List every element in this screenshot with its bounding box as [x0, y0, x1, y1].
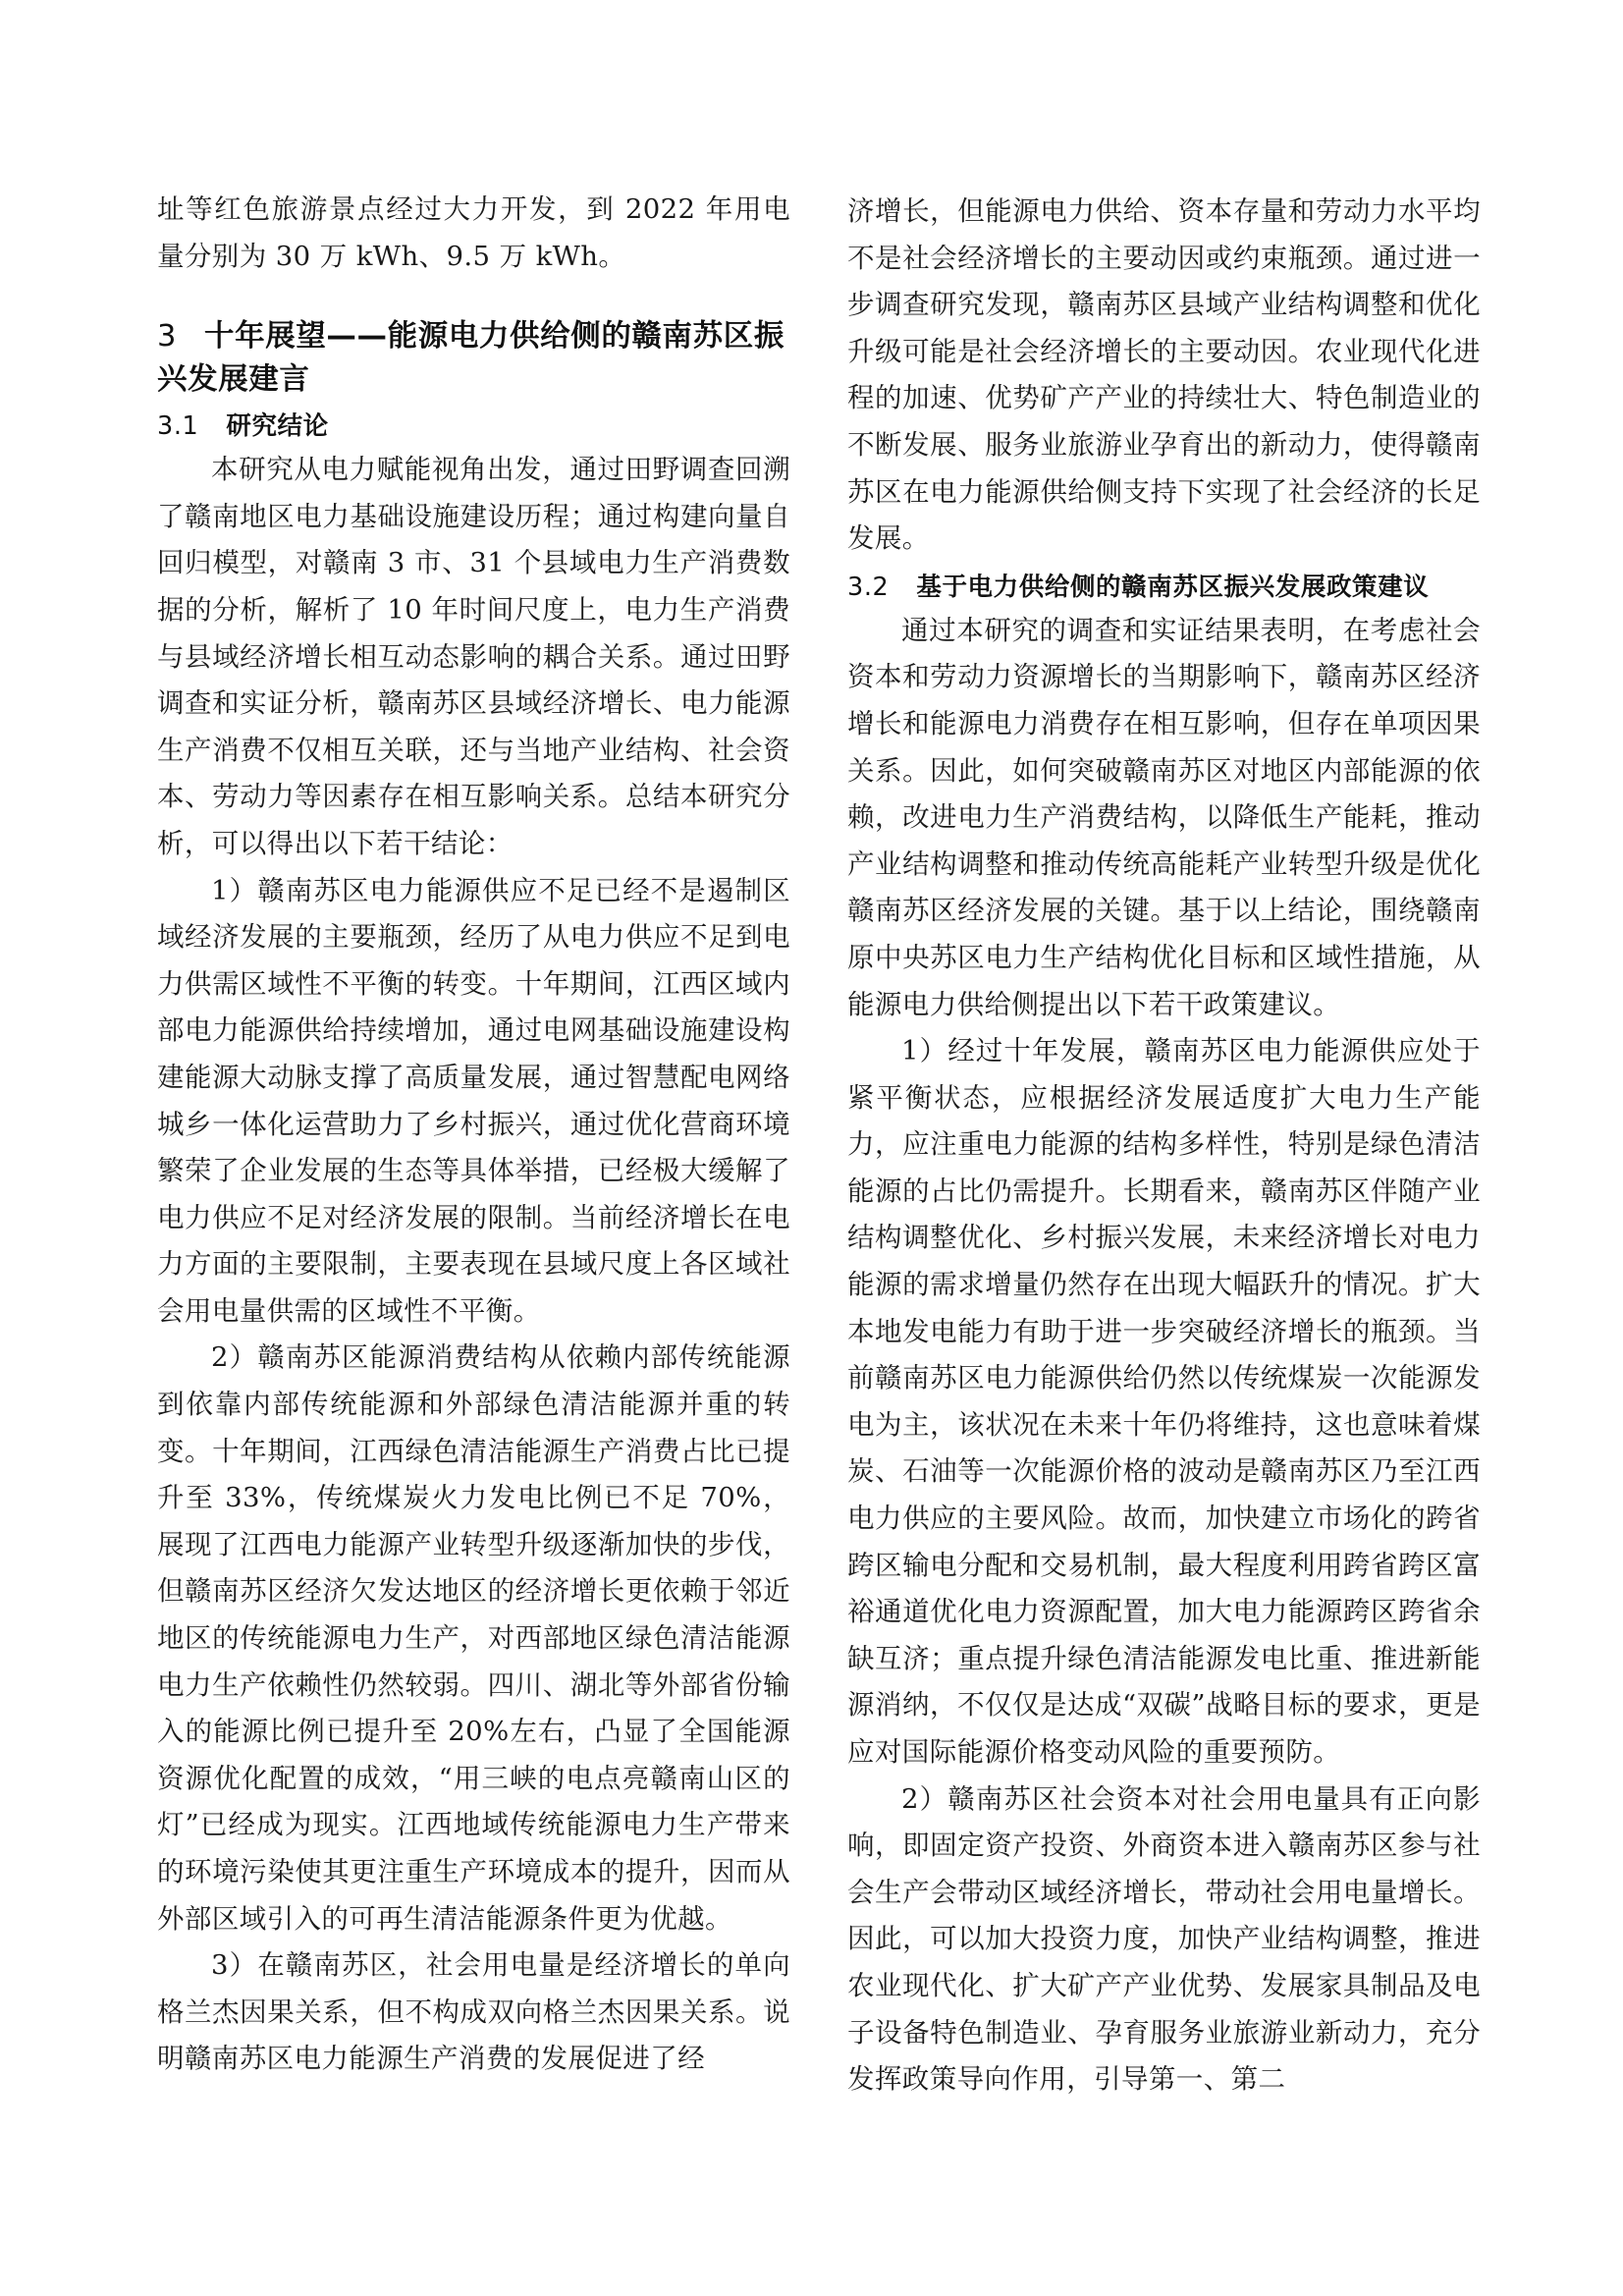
subsection-number: 3.2 [847, 572, 890, 602]
paragraph-conclusion-3: 3）在赣南苏区，社会用电量是经济增长的单向格兰杰因果关系，但不构成双向格兰杰因果关系。说明赣南苏区电力能源生产消费的发展促进了经 [157, 1949, 790, 2075]
paragraph-conclusion-3-continued: 济增长，但能源电力供给、资本存量和劳动力水平均不是社会经济增长的主要动因或约束瓶颈。通过进一步调查研究发现，赣南苏区县域产业结构调整和优化升级可能是社会经济增长的主要动因。农业现代化进程的加速、优势矿产产业的持续壮大、特色制造业的不断发展、服务业旅游业孕育出的新动力，使得赣南苏区在电力能源供给侧支持下实现了社会经济的长足发展。 [847, 195, 1481, 555]
paragraph-continued: 址等红色旅游景点经过大力开发，到 2022 年用电量分别为 30 万 kWh、9.5 万 kWh。 [157, 193, 790, 272]
right-column [847, 189, 1481, 2104]
subsection-title: 基于电力供给侧的赣南苏区振兴发展政策建议 [916, 572, 1430, 602]
paragraph-suggestion-1: 1）经过十年发展，赣南苏区电力能源供应处于紧平衡状态，应根据经济发展适度扩大电力生产能力，应注重电力能源的结构多样性，特别是绿色清洁能源的占比仍需提升。长期看来，赣南苏区伴随产业结构调整优化、乡村振兴发展，未来经济增长对电力能源的需求增量仍然存在出现大幅跃升的情况。扩大本地发电能力有助于进一步突破经济增长的瓶颈。当前赣南苏区电力能源供给仍然以传统煤炭一次能源发电为主，该状况在未来十年仍将维持，这也意味着煤炭、石油等一次能源价格的波动是赣南苏区乃至江西电力供应的主要风险。故而，加快建立市场化的跨省跨区输电分配和交易机制，最大程度利用跨省跨区富裕通道优化电力资源配置，加大电力能源跨区跨省余缺互济；重点提升绿色清洁能源发电比重、推进新能源消纳，不仅仅是达成“双碳”战略目标的要求，更是应对国际能源价格变动风险的重要预防。 [847, 1035, 1481, 1768]
section-title: 十年展望——能源电力供给侧的赣南苏区振兴发展建言 [157, 319, 784, 398]
paragraph-conclusion-1: 1）赣南苏区电力能源供应不足已经不是遏制区域经济发展的主要瓶颈，经历了从电力供应不足到电力供需区域性不平衡的转变。十年期间，江西区域内部电力能源供给持续增加，通过电网基础设施建设构建能源大动脉支撑了高质量发展，通过智慧配电网络城乡一体化运营助力了乡村振兴，通过优化营商环境繁荣了企业发展的生态等具体举措，已经极大缓解了电力供应不足对经济发展的限制。当前经济增长在电力方面的主要限制，主要表现在县域尺度上各区域社会用电量供需的区域性不平衡。 [157, 874, 790, 1327]
left-column [157, 187, 790, 2083]
paragraph-intro: 本研究从电力赋能视角出发，通过田野调查回溯了赣南地区电力基础设施建设历程；通过构建向量自回归模型，对赣南 3 市、31 个县域电力生产消费数据的分析，解析了 10 年时间尺度上，电力生产消费与县域经济增长相互动态影响的耦合关系。通过田野调查和实证分析，赣南苏区县域经济增长、电力能源生产消费不仅相互关联，还与当地产业结构、社会资本、劳动力等因素存在相互影响关系。总结本研究分析，可以得出以下若干结论： [157, 454, 790, 859]
paragraph-policy-intro: 通过本研究的调查和实证结果表明，在考虑社会资本和劳动力资源增长的当期影响下，赣南苏区经济增长和能源电力消费存在相互影响，但存在单项因果关系。因此，如何突破赣南苏区对地区内部能源的依赖，改进电力生产消费结构，以降低生产能耗，推动产业结构调整和推动传统高能耗产业转型升级是优化赣南苏区经济发展的关键。基于以上结论，围绕赣南原中央苏区电力生产结构优化目标和区域性措施，从能源电力供给侧提出以下若干政策建议。 [847, 614, 1481, 1020]
paragraph-suggestion-2: 2）赣南苏区社会资本对社会用电量具有正向影响，即固定资产投资、外商资本进入赣南苏区参与社会生产会带动区域经济增长，带动社会用电量增长。因此，可以加大投资力度，加快产业结构调整，推进农业现代化、扩大矿产产业优势、发展家具制品及电子设备特色制造业、孕育服务业旅游业新动力，充分发挥政策导向作用，引导第一、第二 [847, 1782, 1481, 2096]
subsection-number: 3.1 [157, 411, 199, 442]
subsection-3-2-heading [847, 567, 1481, 608]
section-number: 3 [157, 319, 178, 355]
paragraph-conclusion-2: 2）赣南苏区能源消费结构从依赖内部传统能源到依靠内部传统能源和外部绿色清洁能源并重的转变。十年期间，江西绿色清洁能源生产消费占比已提升至 33%，传统煤炭火力发电比例已不足 70%，展现了江西电力能源产业转型升级逐渐加快的步伐，但赣南苏区经济欠发达地区的经济增长更依赖于邻近地区的传统能源电力生产，对西部地区绿色清洁能源电力生产依赖性仍然较弱。四川、湖北等外部省份输入的能源比例已提升至 20%左右，凸显了全国能源资源优化配置的成效，“用三峡的电点亮赣南山区的灯”已经成为现实。江西地域传统能源电力生产带来的环境污染使其更注重生产环境成本的提升，因而从外部区域引入的可再生清洁能源条件更为优越。 [157, 1341, 790, 1935]
subsection-3-1-heading [157, 406, 790, 447]
subsection-title: 研究结论 [226, 411, 329, 442]
section-3-heading [157, 315, 790, 402]
